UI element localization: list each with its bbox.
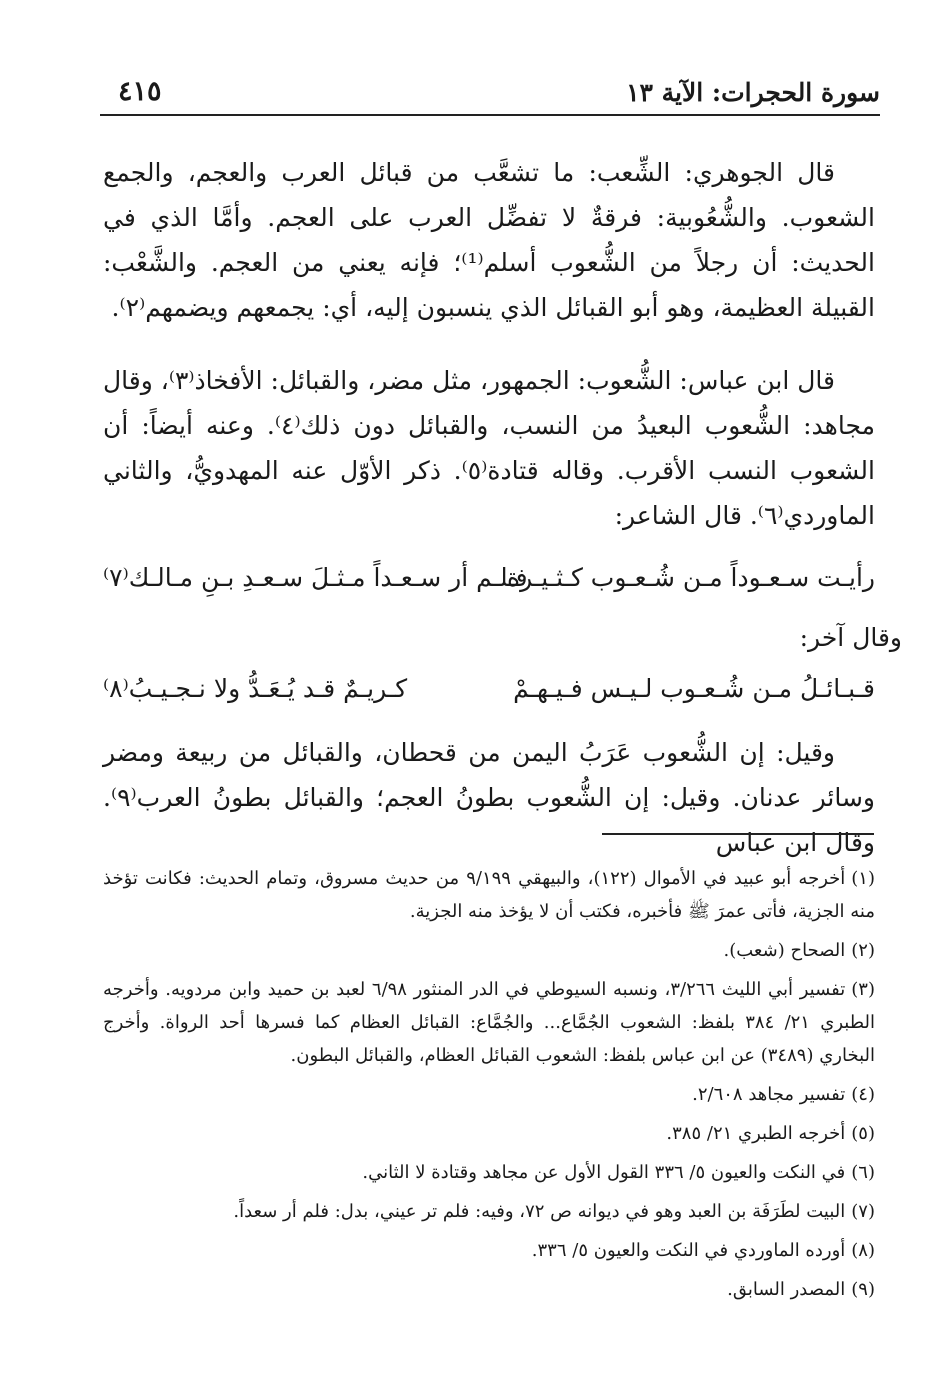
verse-1-second-half: فـلـم أر سـعـداً مـثـلَ سـعـدِ بـنِ مـالـك⁽٧⁾ [103, 563, 528, 592]
page-number: ٤١٥ [118, 76, 162, 107]
footnote [103, 1156, 875, 1189]
verse-2-first-half: قـبـائـلُ مـن شُـعـوب لـيـس فـيـهـمْ [513, 674, 875, 703]
footnote-number: (١) [851, 868, 875, 889]
verse-1-first-half: رأيـت سـعـوداً مـن شُـعـوب كـثـيـرة [507, 563, 875, 592]
footnote-number: (٨) [851, 1240, 875, 1261]
footnote-text: أخرجه أبو عبيد في الأموال (١٢٢)، والبيهقي ٩/١٩٩ من حديث مسروق، وتمام الحديث: فكانت تؤخذ منه الجزية، فأتى عمرَ ﷺ فأخبره، فكتب أن لا يؤخذ منه الجزية. [103, 868, 875, 922]
footnote [103, 1273, 875, 1306]
paragraph-jawhari: قال الجوهري: الشِّعب: ما تشعَّب من قبائل العرب والعجم، والجمع الشعوب. والشُّعُوبية: فرقةٌ لا تفضِّل العرب على العجم. وأمَّا الذي في الحديث: أن رجلاً من الشُّعوب أسلم⁽¹⁾؛ فإنه يعني من العجم. والشَّعْب: القبيلة العظيمة، وهو أبو القبائل الذي ينسبون إليه، أي: يجمعهم ويضمهم⁽٢⁾. [103, 158, 875, 322]
footnote [103, 1234, 875, 1267]
footnote [103, 1195, 875, 1228]
footnote-text: في النكت والعيون ٥/ ٣٣٦ القول الأول عن مجاهد وقتادة لا الثاني. [362, 1162, 846, 1183]
footnote-text: أخرجه الطبري ٢١/ ٣٨٥. [666, 1123, 846, 1144]
footnote-text: أورده الماوردي في النكت والعيون ٥/ ٣٣٦. [531, 1240, 846, 1261]
page-header [100, 72, 880, 116]
footnote-number: (٢) [851, 940, 875, 961]
footnote [103, 862, 875, 928]
footnote-number: (٦) [851, 1162, 875, 1183]
footnote-number: (٧) [851, 1201, 875, 1222]
surah-title: سورة الحجرات: الآية ١٣ [626, 78, 880, 107]
said-another-label: وقال آخر: [799, 623, 902, 652]
footnote-number: (٥) [851, 1123, 875, 1144]
verse-line-1 [103, 555, 875, 600]
footnote-text: المصدر السابق. [727, 1279, 846, 1300]
verse-2-second-half: كـريـمٌ قـد يُـعَـدُّ ولا نـجـيـبُ⁽٨⁾ [103, 674, 408, 703]
paragraph-ibn-abbas: قال ابن عباس: الشُّعوب: الجمهور، مثل مضر، والقبائل: الأفخاذ⁽٣⁾، وقال مجاهد: الشُّعوب البعيدُ من النسب، والقبائل دون ذلك⁽٤⁾. وعنه أيضاً: أن الشعوب النسب الأقرب. وقاله قتادة⁽٥⁾. ذكر الأوّل عنه المهدويُّ، والثاني الماوردي⁽٦⁾. قال الشاعر: [103, 366, 875, 530]
footnotes [103, 862, 875, 1312]
footnote-number: (٣) [851, 979, 875, 1000]
footnote [103, 1117, 875, 1150]
footnote-text: تفسير أبي الليث ٣/٢٦٦، ونسبه السيوطي في الدر المنثور ٦/٩٨ لعبد بن حميد وابن مردويه. وأخرجه الطبري ٢١/ ٣٨٤ بلفظ: الشعوب الجُمَّاع... والجُمَّاع: القبائل العظام كما فسرها أحد الرواة. وأخرج البخاري (٣٤٨٩) عن ابن عباس بلفظ: الشعوب القبائل العظام، والقبائل البطون. [103, 979, 875, 1066]
footnote-number: (٤) [851, 1084, 875, 1105]
paragraph-qila: وقيل: إن الشُّعوب عَرَبُ اليمن من قحطان، والقبائل من ربيعة ومضر وسائر عدنان. وقيل: إن الشُّعوب بطونُ العجم؛ والقبائل بطونُ العرب⁽٩⁾. وقال ابن عباس [103, 738, 875, 857]
footnote-text: تفسير مجاهد ٢/٦٠٨. [692, 1084, 846, 1105]
footnote-number: (٩) [851, 1279, 875, 1300]
footnote [103, 934, 875, 967]
footnote-divider [602, 833, 874, 835]
footnote [103, 973, 875, 1072]
footnote-text: البيت لطَرَفَة بن العبد وهو في ديوانه ص ٧٢، وفيه: فلم تر عيني، بدل: فلم أر سعداً. [233, 1201, 846, 1222]
footnote-text: الصحاح (شعب). [723, 940, 846, 961]
footnote [103, 1078, 875, 1111]
verse-line-2 [103, 666, 875, 711]
